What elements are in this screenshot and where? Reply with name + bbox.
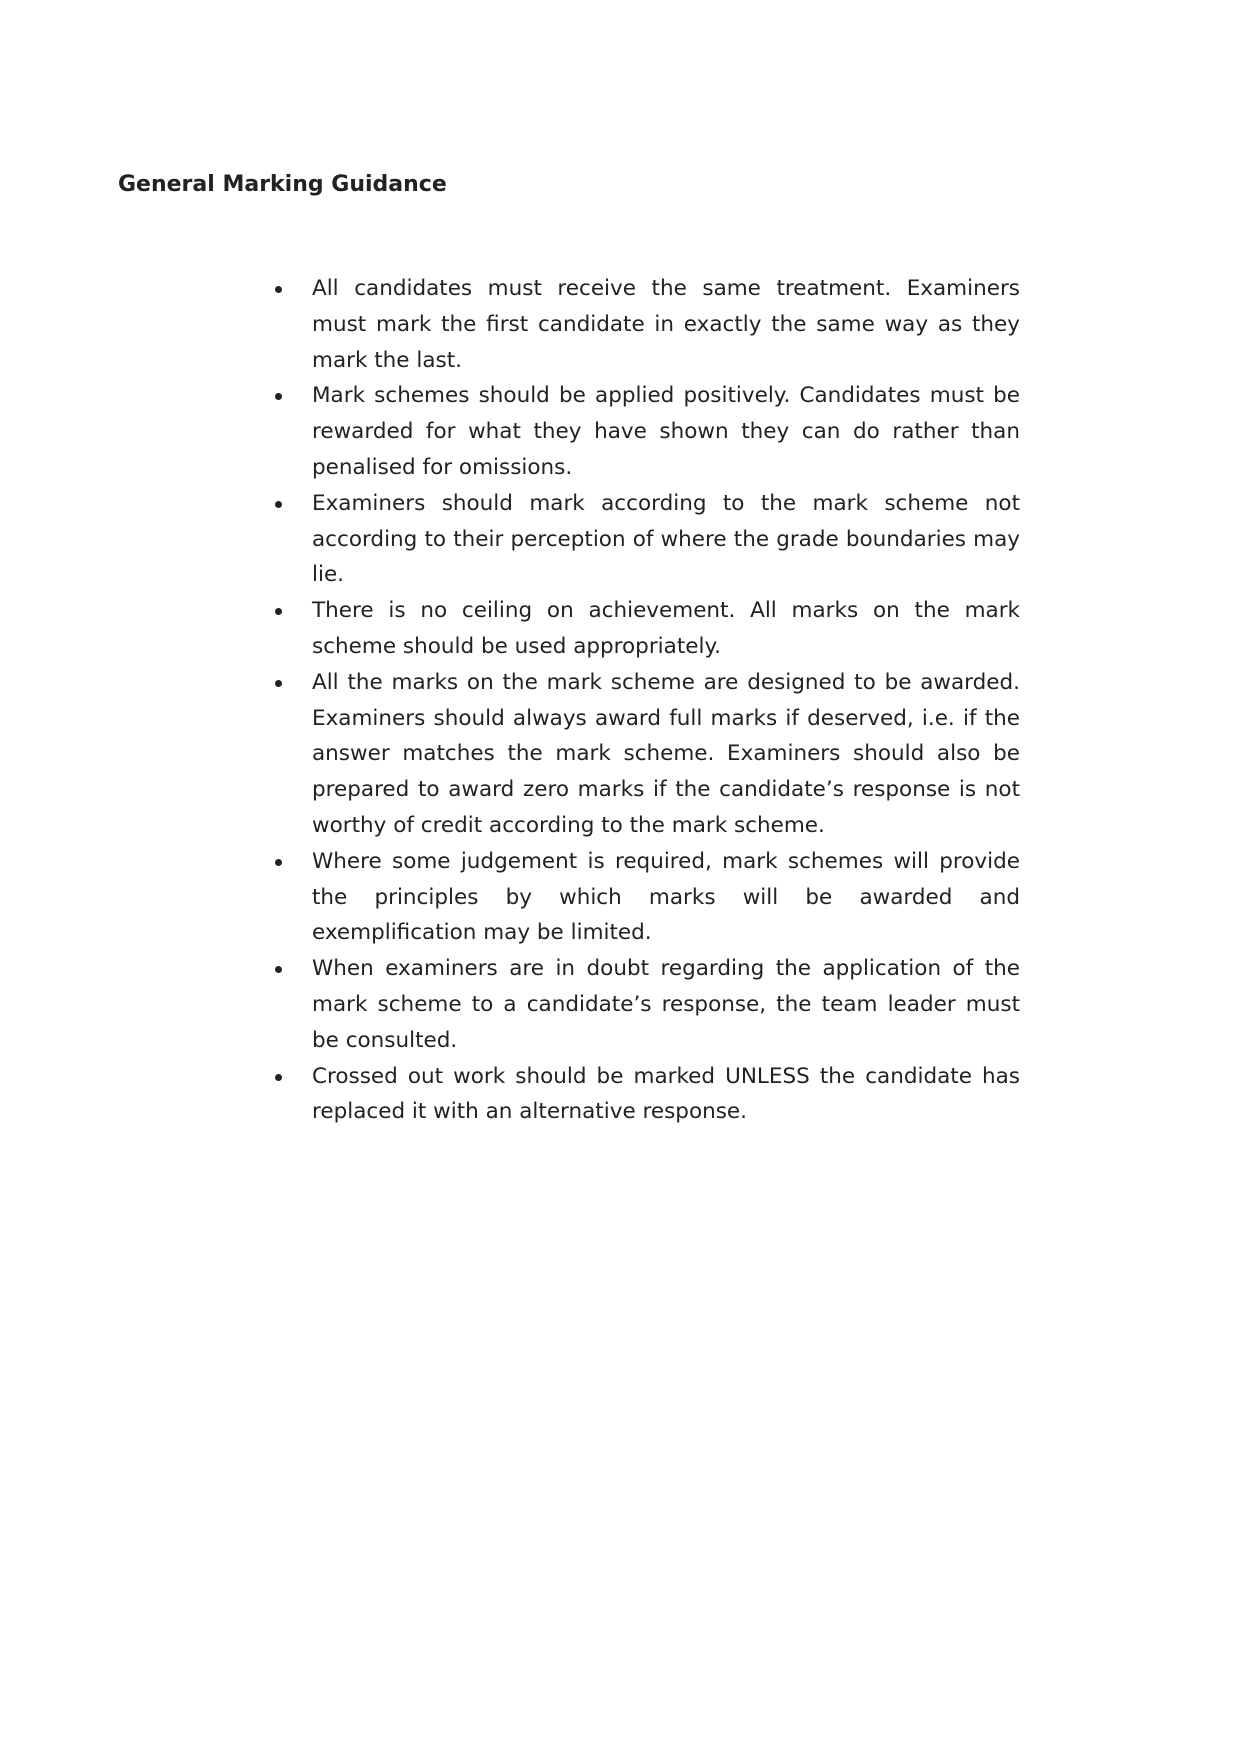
list-item-text: Where some judgement is required, mark schemes will provide the principles by which marks will be awarded and exemplification may be limited. [312,848,1020,946]
list-item-text: Examiners should mark according to the mark scheme not according to their perception of where the grade boundaries may lie. [312,490,1020,588]
list-item [272,1059,1020,1131]
list-item-text: There is no ceiling on achievement. All marks on the mark scheme should be used appropriately. [312,598,1020,659]
list-item [272,271,1020,378]
list-item [272,486,1020,593]
bullet-icon [275,393,282,400]
list-item [272,951,1020,1058]
list-item-text: All the marks on the mark scheme are designed to be awarded. Examiners should always award full marks if deserved, i.e. if the answer matches the mark scheme. Examiners should also be prepared to award zero marks if the candidate’s response is not worthy of credit according to the mark scheme. [312,669,1020,838]
list-item-text: When examiners are in doubt regarding the application of the mark scheme to a candidate’s response, the team leader must be consulted. [312,956,1020,1053]
bullet-icon [275,286,282,293]
bullet-icon [275,859,282,866]
bullet-icon [275,501,282,508]
list-item [272,844,1020,951]
guidance-list [272,271,1020,1130]
page-title: General Marking Guidance [118,172,447,197]
list-item [272,593,1020,665]
list-item-text: Mark schemes should be applied positively. Candidates must be rewarded for what they have shown they can do rather than penalised for omissions. [312,383,1020,480]
list-item-text: All candidates must receive the same treatment. Examiners must mark the first candidate in exactly the same way as they mark the last. [312,276,1020,373]
list-item [272,665,1020,844]
bullet-icon [275,680,282,687]
bullet-icon [275,1074,282,1081]
bullet-icon [275,608,282,615]
list-item-text: Crossed out work should be marked UNLESS the candidate has replaced it with an alternative response. [312,1063,1020,1125]
bullet-icon [275,966,282,973]
list-item [272,378,1020,485]
